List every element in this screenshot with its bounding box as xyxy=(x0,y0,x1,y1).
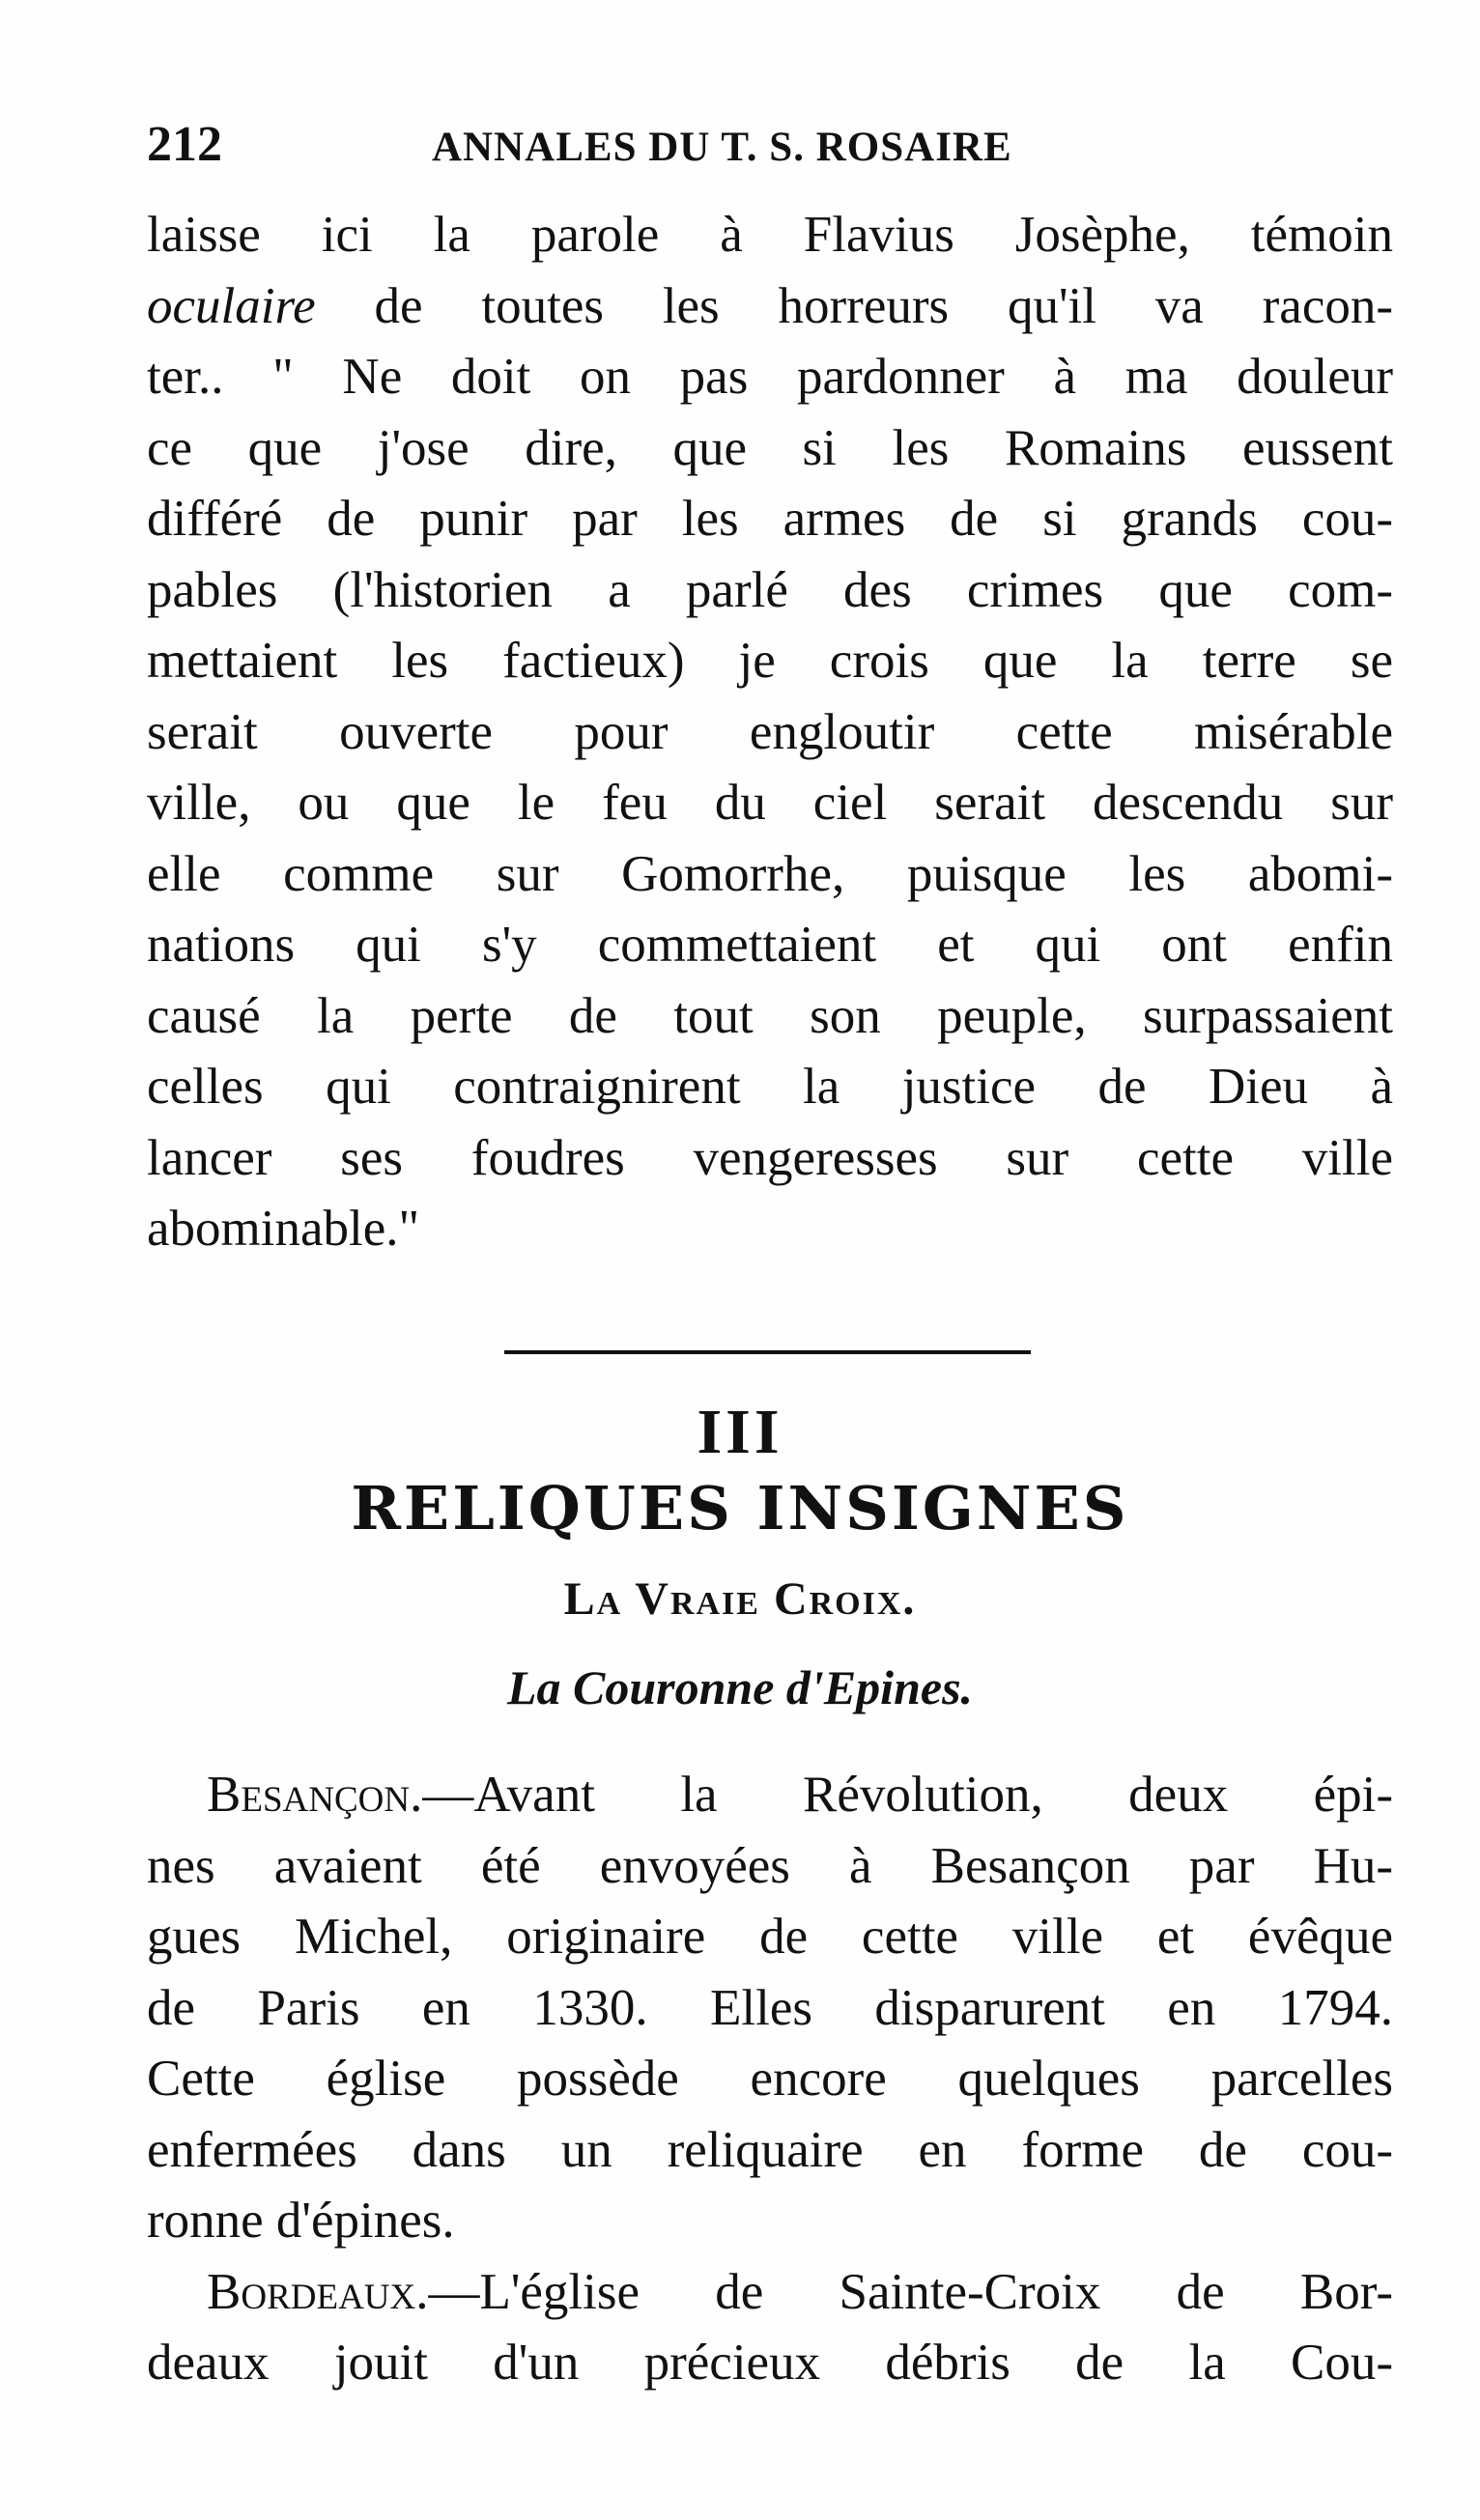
text-line: différé de punir par les armes de si grands cou- xyxy=(147,491,1393,547)
place-name: Bordeaux. xyxy=(207,2263,429,2320)
section-divider xyxy=(504,1350,1031,1354)
text-line: abominable." xyxy=(147,1201,420,1257)
body-relics xyxy=(147,1760,1393,2399)
text-line: gues Michel, originaire de cette ville et évêque xyxy=(147,1909,1393,1965)
running-title: ANNALES DU T. S. ROSAIRE xyxy=(432,125,1012,170)
page-number: 212 xyxy=(147,117,222,172)
text-line: Cette église possède encore quelques parcelles xyxy=(147,2051,1393,2107)
text-line: elle comme sur Gomorrhe, puisque les abomi- xyxy=(147,845,1393,902)
text-line-rest: —Avant la Révolution, deux épi- xyxy=(422,1767,1393,1823)
section-title: RELIQUES INSIGNES xyxy=(351,1473,1129,1543)
text-line: mettaient les factieux) je crois que la terre se xyxy=(147,633,1393,689)
text-line: enfermées dans un reliquaire en forme de cou- xyxy=(147,2121,1393,2178)
text-line xyxy=(147,271,1393,343)
text-line: pables (l'historien a parlé des crimes que com- xyxy=(147,561,1393,618)
text-line: lancer ses foudres vengeresses sur cette ville xyxy=(147,1129,1393,1186)
section-subsubtitle: La Couronne d'Epines. xyxy=(506,1660,974,1714)
text-line: ville, ou que le feu du ciel serait descendu sur xyxy=(147,775,1393,831)
place-name: Besançon. xyxy=(207,1767,423,1823)
text-line: ter.. " Ne doit on pas pardonner à ma douleur xyxy=(147,349,1393,405)
text-line-rest: —L'église de Sainte-Croix de Bor- xyxy=(428,2263,1393,2320)
page-content xyxy=(147,116,1393,1265)
text-line xyxy=(147,2257,1393,2329)
text-line-rest: de toutes les horreurs qu'il va racon- xyxy=(374,277,1394,334)
section-number: III xyxy=(697,1397,783,1467)
paragraph-josephus-quote xyxy=(147,200,1393,1265)
text-line: nes avaient été envoyées à Besançon par Hu- xyxy=(147,1837,1393,1894)
text-line: ce que j'ose dire, que si les Romains eussent xyxy=(147,419,1393,476)
text-line: nations qui s'y commettaient et qui ont enfin xyxy=(147,917,1393,973)
text-line: causé la perte de tout son peuple, surpassaient xyxy=(147,987,1393,1044)
text-line: deaux jouit d'un précieux débris de la Cou- xyxy=(147,2335,1393,2391)
text-line: celles qui contraignirent la justice de Dieu à xyxy=(147,1059,1393,1115)
section-subtitle: La Vraie Croix. xyxy=(563,1573,917,1625)
text-line: de Paris en 1330. Elles disparurent en 1794. xyxy=(147,1979,1393,2036)
text-line: laisse ici la parole à Flavius Josèphe, témoin xyxy=(147,207,1393,263)
running-header xyxy=(147,116,1393,173)
text-line: serait ouverte pour engloutir cette misérable xyxy=(147,703,1393,760)
text-line: ronne d'épines. xyxy=(147,2193,455,2249)
italic-word: oculaire xyxy=(147,277,316,334)
text-line xyxy=(147,1760,1393,1831)
